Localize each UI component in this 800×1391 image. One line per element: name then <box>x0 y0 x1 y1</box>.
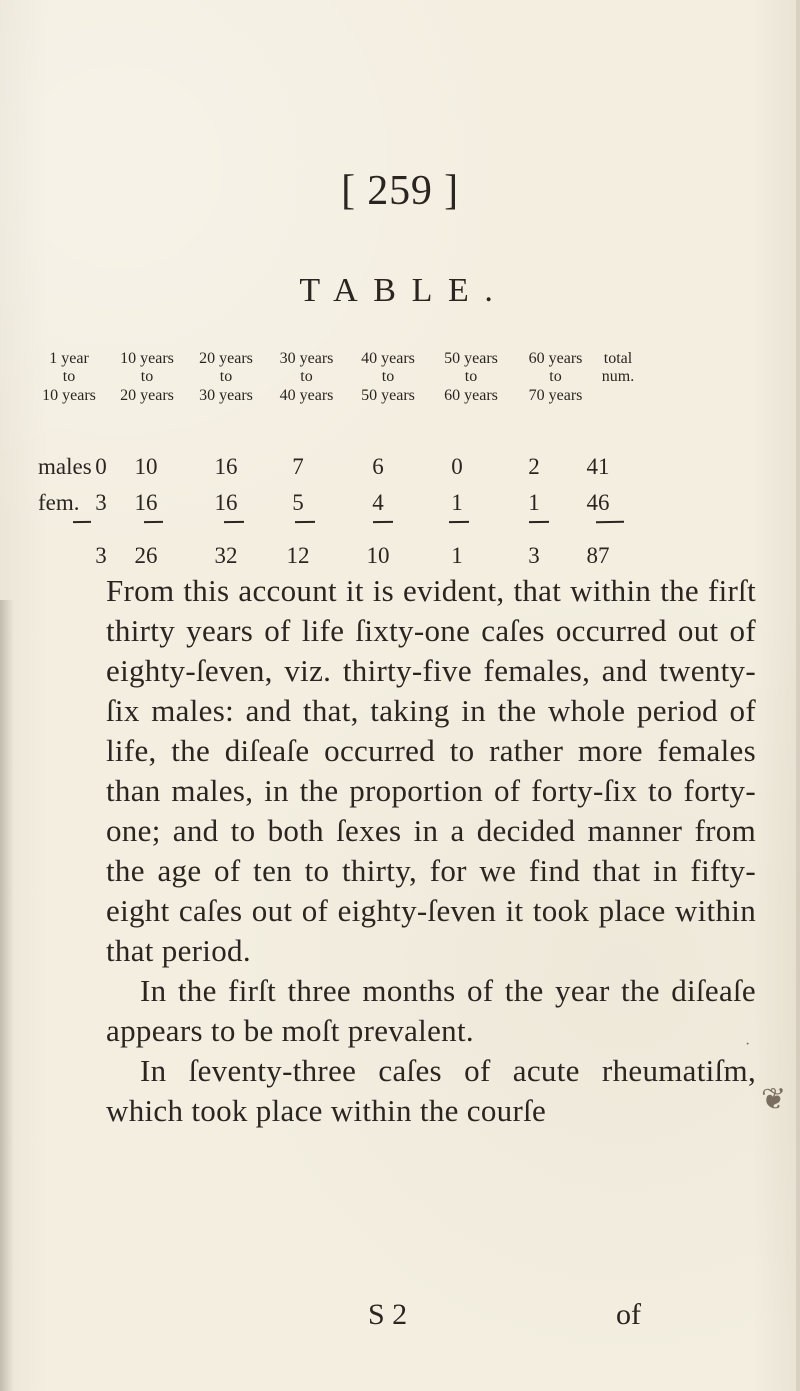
header-line: to <box>549 368 562 386</box>
rule-dash <box>295 521 315 523</box>
header-line: 50 years <box>444 350 498 367</box>
page-number: [ 259 ] <box>341 168 459 214</box>
header-cell-1-10 <box>30 350 108 405</box>
table-title: TABLE. <box>299 272 509 309</box>
header-line: to <box>300 368 313 386</box>
table-cell: 32 <box>214 543 238 568</box>
header-cell-10-20 <box>111 350 183 405</box>
table-cell: 0 <box>95 454 107 479</box>
header-cell-40-50 <box>348 350 428 405</box>
main-text <box>106 571 756 1131</box>
page-edge-shadow-left <box>0 600 14 1391</box>
rule-dash <box>73 521 91 523</box>
header-line: to <box>62 368 76 386</box>
header-cell-60-70 <box>516 350 595 405</box>
table-row-males <box>0 454 800 488</box>
header-line: 20 years <box>199 350 253 367</box>
table-cell: 3 <box>528 543 540 568</box>
table-cell: 46 <box>586 490 610 515</box>
rule-dash <box>224 521 244 523</box>
table-cell: 12 <box>286 543 310 568</box>
header-cell-20-30 <box>188 350 264 405</box>
footer-line <box>0 1298 800 1338</box>
table-cell: 4 <box>372 490 384 515</box>
rule-dash <box>373 521 393 523</box>
table-cell: 16 <box>134 490 158 515</box>
table-cell: 16 <box>214 490 238 515</box>
header-cell-30-40 <box>268 350 345 405</box>
table-cell: 5 <box>292 490 304 515</box>
header-cell-50-60 <box>430 350 512 405</box>
table-row-females <box>0 490 800 524</box>
rule-dash <box>596 521 624 523</box>
row-label: males <box>38 454 92 479</box>
signature-mark: S 2 <box>368 1298 408 1331</box>
header-line: to <box>219 368 233 386</box>
table-cell: 2 <box>528 454 540 479</box>
table-cell: 1 <box>528 490 540 515</box>
table-cell: 26 <box>134 543 158 568</box>
header-line: num. <box>601 368 635 386</box>
table-cell: 3 <box>95 490 107 515</box>
header-line: to <box>381 368 395 386</box>
header-line: 10 years <box>120 350 174 367</box>
table-cell: 41 <box>586 454 610 479</box>
header-line: to <box>464 368 478 386</box>
header-line: 10 years <box>42 386 96 404</box>
header-line: 70 years <box>528 386 583 404</box>
header-line: total <box>603 350 633 367</box>
table-cell: 1 <box>451 490 463 515</box>
header-line: 40 years <box>361 350 415 367</box>
header-line: 30 years <box>279 350 334 367</box>
table-cell: 7 <box>292 454 304 479</box>
table-cell: 3 <box>95 543 107 568</box>
rule-dash <box>144 521 163 523</box>
catchword: of <box>616 1298 641 1331</box>
paragraph: In ſeventy-three caſes of acute rheumatiſm, which took place within the courſe <box>106 1053 756 1128</box>
table-cell: 6 <box>372 454 384 479</box>
header-line: 50 years <box>361 386 415 404</box>
row-label: fem. <box>38 490 80 515</box>
header-line: to <box>140 368 154 386</box>
paragraph: From this account it is evident, that within the firſt thirty years of life ſixty-one caſes occurred out of eighty-ſeven, viz. thirty-five females, and twenty-ſix males: and that, taking in the whole period of life, the diſeaſe occurred to rather more females than males, in the proportion of forty-ſix to forty-one; and to both ſexes in a decided manner from the age of ten to thirty, for we find that in fifty-eight caſes out of eighty-ſeven it took place within that period. <box>106 573 756 968</box>
table-cell: 10 <box>366 543 390 568</box>
pencil-mark-icon: · <box>745 1036 751 1053</box>
ink-mark-icon: ❦ <box>761 1083 787 1116</box>
table-cell: 16 <box>214 454 238 479</box>
table-cell: 87 <box>586 543 610 568</box>
header-line: 40 years <box>279 386 334 404</box>
table-header <box>0 350 800 434</box>
header-line: 30 years <box>199 386 253 404</box>
header-line: 60 years <box>444 386 498 404</box>
table-cell: 0 <box>451 454 463 479</box>
header-line: 20 years <box>120 386 174 404</box>
rule-dash <box>529 521 549 523</box>
table-cell: 10 <box>134 454 158 479</box>
header-cell-total <box>590 350 646 387</box>
header-line: 1 year <box>49 350 89 367</box>
table-rule <box>0 521 800 531</box>
paragraph: In the firſt three months of the year the diſeaſe appears to be moſt prevalent. <box>106 973 756 1048</box>
header-line: 60 years <box>528 350 583 367</box>
rule-dash <box>449 521 469 523</box>
table-cell: 1 <box>451 543 463 568</box>
